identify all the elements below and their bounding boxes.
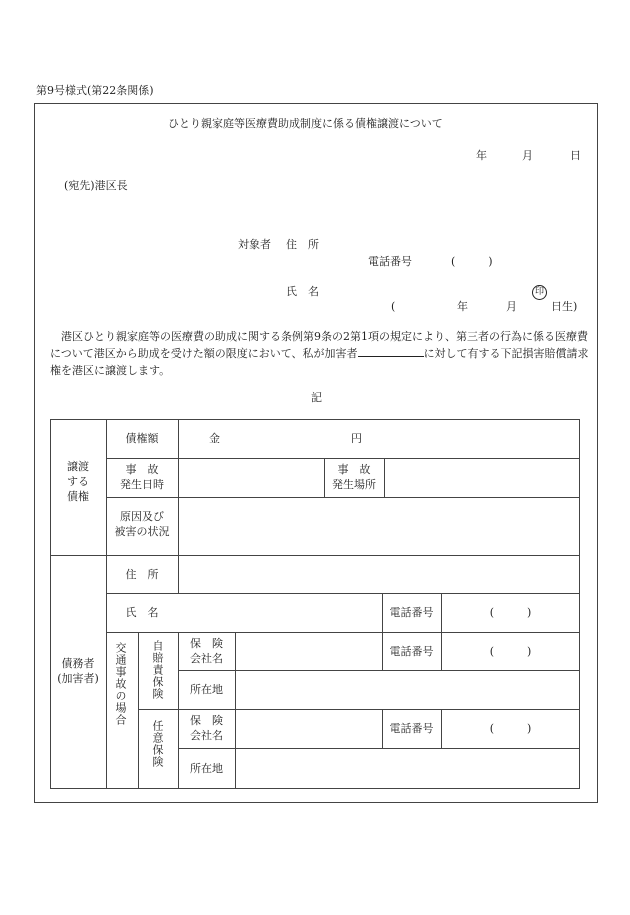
applicant-name-label: 氏 名 — [286, 285, 319, 298]
debtor-phone-parens: ( ) — [489, 606, 532, 619]
debtor-address-label: 住 所 — [125, 568, 159, 581]
voluntary-phone-parens: ( ) — [489, 722, 532, 735]
voluntary-insurer-name-label: 保 険 会社名 — [190, 714, 223, 742]
en-label: 円 — [351, 432, 362, 445]
addressee: (宛先)港区長 — [64, 179, 128, 192]
compulsory-phone-parens: ( ) — [489, 645, 532, 658]
traffic-case-label: 交通事故の場合 — [114, 642, 127, 726]
cause-label: 原因及び 被害の状況 — [114, 510, 170, 538]
debtor-section-label: 債務者 (加害者) — [57, 657, 99, 685]
birth-month-label: 月 — [506, 300, 517, 313]
form-number: 第9号様式(第22条関係) — [36, 84, 154, 97]
date-month-label: 月 — [522, 149, 533, 162]
applicant-phone-parens: ( ) — [451, 255, 493, 268]
accident-place-label: 事 故 発生場所 — [332, 463, 376, 491]
debtor-phone-label: 電話番号 — [389, 606, 434, 619]
voluntary-phone-label: 電話番号 — [389, 722, 434, 735]
birth-day-label: 日生) — [551, 300, 578, 313]
claim-section-label: 譲渡 する 債権 — [67, 460, 89, 503]
statement-part2: に対して有する下記損害賠償請求権を港区に譲渡します。 — [50, 347, 589, 377]
birth-year-label: 年 — [457, 300, 468, 313]
compulsory-phone-label: 電話番号 — [389, 645, 434, 658]
applicant-phone-label: 電話番号 — [368, 255, 412, 268]
statement-part1: 港区ひとり親家庭等の医療費の助成に関する条例第9条の2第1項の規定により、第三者の行為に係る医療費について港区から助成を受けた額の限度において、私が加害者 — [50, 330, 588, 360]
kin-label: 金 — [209, 432, 220, 445]
offender-blank[interactable] — [358, 346, 424, 357]
compulsory-location-label: 所在地 — [190, 683, 223, 696]
birth-open-paren: ( — [391, 300, 396, 313]
accident-date-label: 事 故 発生日時 — [120, 463, 164, 491]
compulsory-insurer-name-label: 保 険 会社名 — [190, 637, 223, 665]
claim-amount-label: 債権額 — [125, 432, 159, 445]
form-title: ひとり親家庭等医療費助成制度に係る債権譲渡について — [168, 117, 443, 130]
ki-mark: 記 — [311, 391, 322, 404]
voluntary-insurance-label: 任意保険 — [151, 720, 164, 768]
transfer-statement — [50, 328, 596, 379]
date-day-label: 日 — [570, 149, 581, 162]
voluntary-location-label: 所在地 — [190, 762, 223, 775]
applicant-address-label: 住 所 — [286, 238, 319, 251]
applicant-label: 対象者 — [238, 238, 271, 251]
debtor-name-label: 氏 名 — [125, 606, 159, 619]
seal-mark: 印 — [532, 285, 547, 300]
compulsory-insurance-label: 自賠責保険 — [151, 640, 164, 700]
date-year-label: 年 — [476, 149, 487, 162]
